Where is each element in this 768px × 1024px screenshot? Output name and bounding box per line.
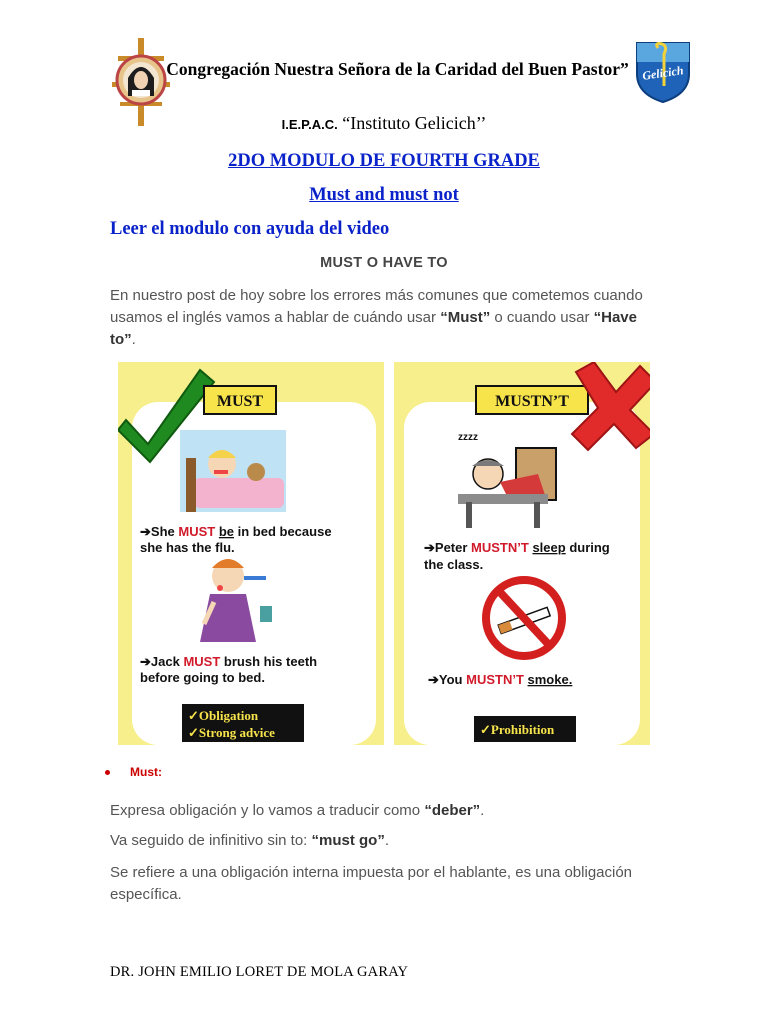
- intro-text-3: .: [131, 331, 136, 348]
- mustnt-label: MUSTN’T: [495, 393, 569, 410]
- p2-bold: “must go”: [311, 832, 385, 849]
- mustnt-example-1: ➔Peter MUSTN’T sleep during: [424, 540, 610, 555]
- must-label: MUST: [216, 393, 264, 410]
- must-example-2: ➔Jack MUST brush his teeth: [140, 654, 318, 669]
- intro-must: “Must”: [440, 309, 491, 326]
- mustnt-example-2: ➔You MUSTN’T smoke.: [428, 672, 573, 687]
- must-example-2-line-2: before going to bed.: [140, 670, 265, 685]
- paragraph-2: [110, 830, 670, 852]
- tag-obligation: ✓Obligation: [188, 708, 259, 723]
- must-example-1: ➔She MUST be in bed because: [140, 524, 332, 539]
- intro-paragraph: [110, 285, 655, 351]
- intro-have-to: “Have to”: [110, 309, 637, 348]
- must-mustnt-illustration: [118, 362, 650, 745]
- module-title: 2DO MODULO DE FOURTH GRADE: [228, 151, 540, 171]
- institute-line: [0, 113, 768, 134]
- p1-bold: “deber”: [424, 802, 481, 819]
- must-example-1-line-2: she has the flu.: [140, 540, 235, 555]
- sick-girl-in-bed-image: [180, 430, 286, 512]
- instruction-text: Leer el modulo con ayuda del video: [110, 219, 390, 239]
- p1-text: Expresa obligación y lo vamos a traducir como: [110, 802, 425, 819]
- lesson-title: Must and must not: [309, 185, 459, 205]
- p2-text: Va seguido de infinitivo sin to:: [110, 832, 312, 849]
- shield-text: Gelicich: [641, 63, 685, 83]
- p1-end: .: [480, 802, 485, 819]
- tag-prohibition: ✓Prohibition: [480, 722, 555, 737]
- no-smoking-icon: [486, 580, 562, 656]
- intro-text-2: o cuando usar: [490, 309, 594, 326]
- intro-text-1: En nuestro post de hoy sobre los errores más comunes que cometemos cuando usamos el inglés vamos a hablar de cuándo usar: [110, 287, 643, 326]
- tag-strong-advice: ✓Strong advice: [188, 725, 275, 740]
- institute-prefix: I.E.P.A.C.: [281, 117, 338, 132]
- paragraph-3: Se refiere a una obligación interna impuesta por el hablante, es una obligación específica.: [110, 864, 633, 903]
- bullet-marker: [105, 770, 110, 775]
- footer-author: DR. JOHN EMILIO LORET DE MOLA GARAY: [110, 964, 409, 980]
- mustnt-example-1-line-2: the class.: [424, 557, 484, 572]
- paragraph-1: [110, 800, 670, 822]
- svg-text:zzzz: zzzz: [458, 432, 478, 443]
- bullet-label: Must:: [130, 765, 162, 779]
- congregation-name: Congregación Nuestra Señora de la Caridad del Buen Pastor”: [166, 59, 629, 79]
- gelicich-shield-logo: [634, 40, 692, 104]
- p2-end: .: [384, 832, 390, 849]
- institute-name: “Instituto Gelicich’’: [342, 113, 487, 133]
- section-heading: MUST O HAVE TO: [320, 255, 448, 271]
